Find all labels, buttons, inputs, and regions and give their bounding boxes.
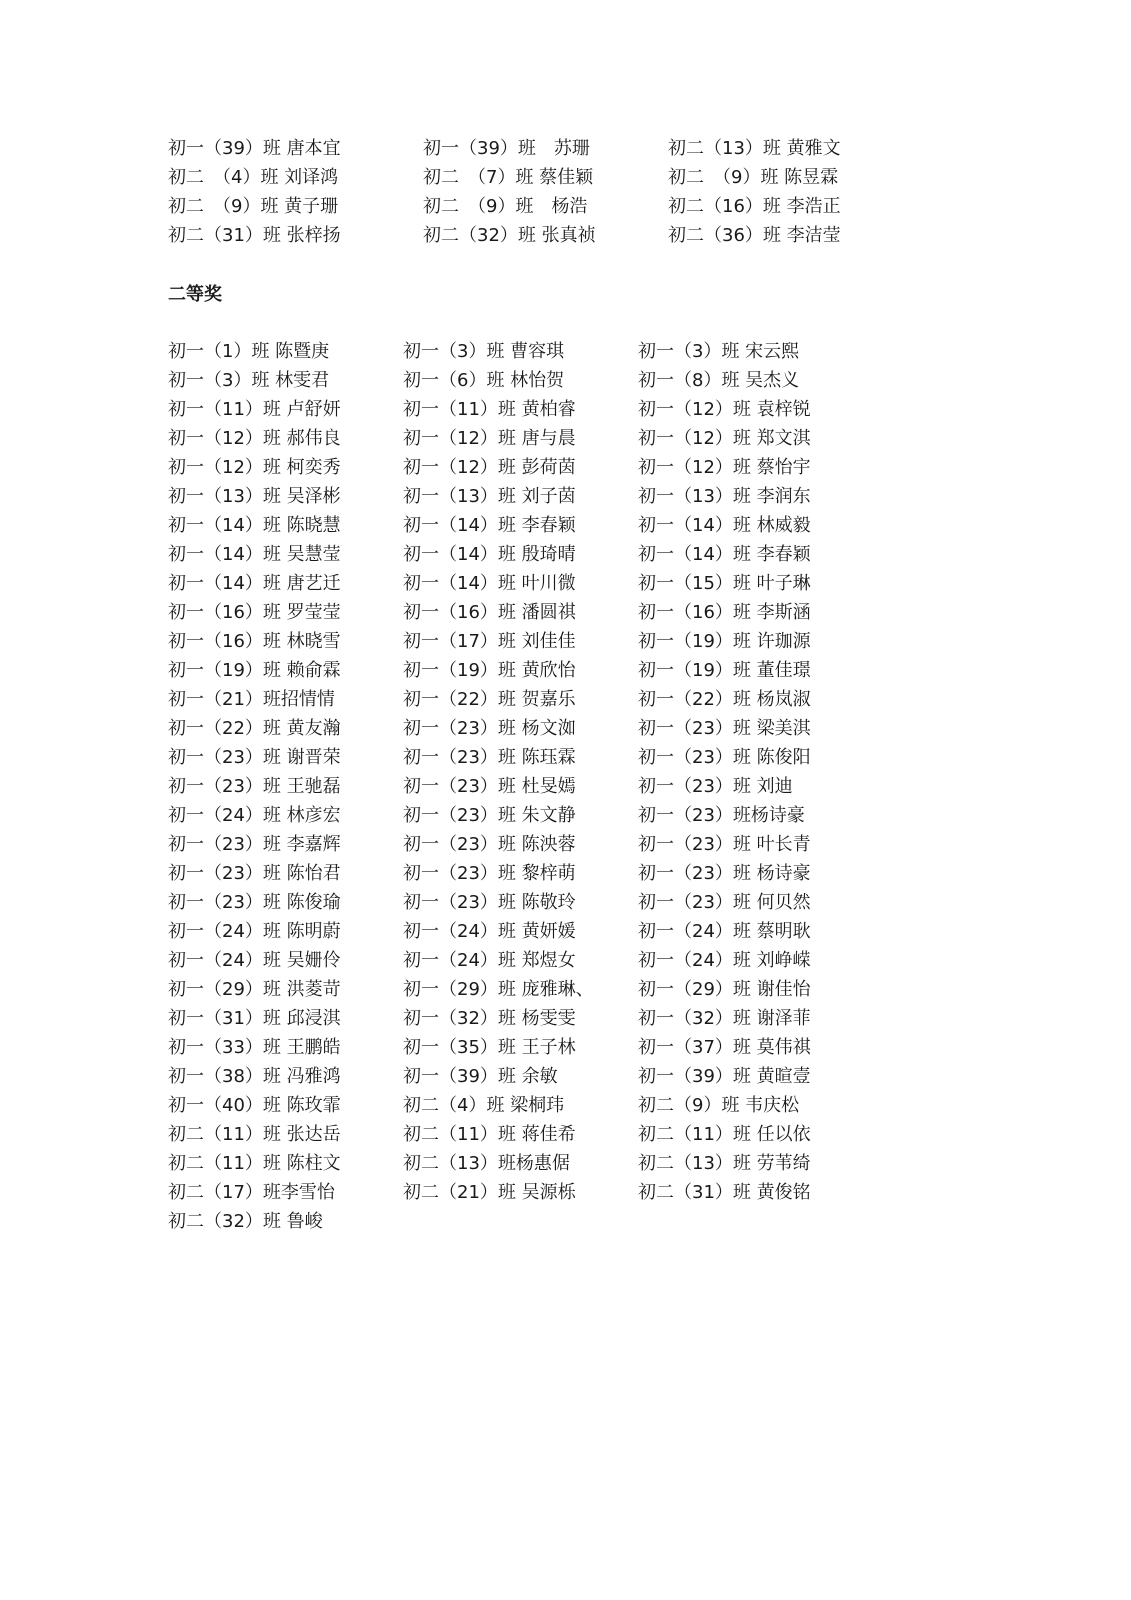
award-entry: 初一（12）班 唐与晨 <box>403 428 576 449</box>
award-entry: 初一（23）班 杜旻嫣 <box>403 776 576 797</box>
award-entry: 初二 （4）班 刘译鸿 <box>168 167 339 188</box>
award-entry: 初二（11）班 蒋佳希 <box>403 1124 576 1145</box>
award-entry: 初一（8）班 吴杰义 <box>638 370 800 391</box>
award-entry: 初一（14）班 殷琦晴 <box>403 544 576 565</box>
award-entry: 初一（19）班 黄欣怡 <box>403 660 576 681</box>
award-entry: 初一（19）班 许珈源 <box>638 631 811 652</box>
award-entry: 初一（16）班 潘圆祺 <box>403 602 576 623</box>
award-entry: 初一（23）班 杨诗豪 <box>638 863 811 884</box>
award-entry: 初一（14）班 李春颖 <box>638 544 811 565</box>
award-entry: 初一（19）班 赖俞霖 <box>168 660 341 681</box>
award-entry: 初一（24）班 吴姗伶 <box>168 950 341 971</box>
award-entry: 初一（19）班 董佳璟 <box>638 660 811 681</box>
award-entry: 初二（31）班 张梓扬 <box>168 225 341 246</box>
award-entry: 初一（3）班 曹容琪 <box>403 341 565 362</box>
award-entry: 初一（23）班 梁美淇 <box>638 718 811 739</box>
award-entry: 初一（17）班 刘佳佳 <box>403 631 576 652</box>
award-entry: 初一（21）班招情情 <box>168 689 335 710</box>
award-entry: 初一（1）班 陈暨庚 <box>168 341 330 362</box>
award-entry: 初一（29）班 庞雅琳、 <box>403 979 594 1000</box>
award-entry: 初一（24）班 郑煜女 <box>403 950 576 971</box>
award-entry: 初一（16）班 林晓雪 <box>168 631 341 652</box>
award-entry: 初一（13）班 吴泽彬 <box>168 486 341 507</box>
award-entry: 初二（4）班 梁桐玮 <box>403 1095 565 1116</box>
award-entry: 初一（11）班 黄柏睿 <box>403 399 576 420</box>
award-entry: 初一（24）班 刘峥嵘 <box>638 950 811 971</box>
award-entry: 初二 （9）班 陈昱霖 <box>668 167 839 188</box>
award-entry: 初一（23）班 王驰磊 <box>168 776 341 797</box>
award-entry: 初一（23）班 朱文静 <box>403 805 576 826</box>
award-entry: 初一（22）班 杨岚淑 <box>638 689 811 710</box>
award-entry: 初二（16）班 李浩正 <box>668 196 841 217</box>
award-entry: 初一（13）班 刘子茵 <box>403 486 576 507</box>
award-entry: 初一（32）班 杨雯雯 <box>403 1008 576 1029</box>
award-entry: 初一（38）班 冯雅鸿 <box>168 1066 341 1087</box>
first-prize-continued-list <box>168 134 898 250</box>
award-entry: 初二 （9）班 黄子珊 <box>168 196 339 217</box>
award-entry: 初一（11）班 卢舒妍 <box>168 399 341 420</box>
award-entry: 初一（14）班 李春颖 <box>403 515 576 536</box>
award-entry: 初一（23）班 陈俊瑜 <box>168 892 341 913</box>
award-entry: 初一（29）班 洪菱苛 <box>168 979 341 1000</box>
award-entry: 初一（24）班 蔡明耿 <box>638 921 811 942</box>
award-entry: 初二（32）班 鲁峻 <box>168 1211 323 1232</box>
award-entry: 初二（17）班李雪怡 <box>168 1182 335 1203</box>
award-entry: 初一（3）班 林雯君 <box>168 370 330 391</box>
award-entry: 初一（24）班 黄妍媛 <box>403 921 576 942</box>
award-entry: 初一（31）班 邱浸淇 <box>168 1008 341 1029</box>
award-entry: 初一（14）班 陈晓慧 <box>168 515 341 536</box>
award-entry: 初一（23）班杨诗豪 <box>638 805 805 826</box>
award-entry: 初二（9）班 韦庆松 <box>638 1095 800 1116</box>
award-entry: 初一（12）班 柯奕秀 <box>168 457 341 478</box>
award-entry: 初一（39）班 黄暄壹 <box>638 1066 811 1087</box>
award-entry: 初一（13）班 李润东 <box>638 486 811 507</box>
award-entry: 初二（36）班 李洁莹 <box>668 225 841 246</box>
award-entry: 初一（23）班 黎梓萌 <box>403 863 576 884</box>
award-entry: 初一（22）班 黄友瀚 <box>168 718 341 739</box>
award-entry: 初一（24）班 林彦宏 <box>168 805 341 826</box>
award-entry: 初一（23）班 陈敬玲 <box>403 892 576 913</box>
award-entry: 初二 （7）班 蔡佳颖 <box>423 167 594 188</box>
award-entry: 初一（23）班 陈珏霖 <box>403 747 576 768</box>
award-entry: 初一（14）班 吴慧莹 <box>168 544 341 565</box>
second-prize-list <box>168 337 868 1236</box>
award-entry: 初一（3）班 宋云熙 <box>638 341 800 362</box>
award-entry: 初一（16）班 李斯涵 <box>638 602 811 623</box>
award-entry: 初一（23）班 谢晋荣 <box>168 747 341 768</box>
award-entry: 初一（12）班 郝伟良 <box>168 428 341 449</box>
award-entry: 初一（35）班 王子林 <box>403 1037 576 1058</box>
award-entry: 初一（23）班 杨文洳 <box>403 718 576 739</box>
award-entry: 初二（11）班 陈柱文 <box>168 1153 341 1174</box>
award-entry: 初二（11）班 任以依 <box>638 1124 811 1145</box>
award-entry: 初一（12）班 袁梓锐 <box>638 399 811 420</box>
award-entry: 初一（12）班 蔡怡宇 <box>638 457 811 478</box>
award-entry: 初一（16）班 罗莹莹 <box>168 602 341 623</box>
award-entry: 初一（39）班 苏珊 <box>423 138 590 159</box>
award-entry: 初一（23）班 陈泱蓉 <box>403 834 576 855</box>
award-entry: 初二（31）班 黄俊铭 <box>638 1182 811 1203</box>
award-entry: 初一（40）班 陈玫霏 <box>168 1095 341 1116</box>
award-entry: 初二（11）班 张达岳 <box>168 1124 341 1145</box>
award-entry: 初一（23）班 刘迪 <box>638 776 793 797</box>
award-entry: 初二 （9）班 杨浩 <box>423 196 588 217</box>
award-entry: 初二（13）班 劳苇绮 <box>638 1153 811 1174</box>
award-entry: 初二（21）班 吴源栎 <box>403 1182 576 1203</box>
award-entry: 初一（12）班 彭荷茵 <box>403 457 576 478</box>
award-entry: 初一（29）班 谢佳怡 <box>638 979 811 1000</box>
award-entry: 初一（23）班 陈怡君 <box>168 863 341 884</box>
award-entry: 初一（39）班 余敏 <box>403 1066 558 1087</box>
award-entry: 初一（32）班 谢泽菲 <box>638 1008 811 1029</box>
award-entry: 初一（15）班 叶子琳 <box>638 573 811 594</box>
award-entry: 初一（23）班 李嘉辉 <box>168 834 341 855</box>
award-entry: 初一（23）班 何贝然 <box>638 892 811 913</box>
award-entry: 初一（24）班 陈明蔚 <box>168 921 341 942</box>
award-entry: 初一（23）班 陈俊阳 <box>638 747 811 768</box>
award-entry: 初一（14）班 唐艺迁 <box>168 573 341 594</box>
award-entry: 初一（33）班 王鹏皓 <box>168 1037 341 1058</box>
award-entry: 初一（14）班 林威毅 <box>638 515 811 536</box>
award-entry: 初二（13）班 黄雅文 <box>668 138 841 159</box>
award-entry: 初一（39）班 唐本宜 <box>168 138 341 159</box>
award-entry: 初一（12）班 郑文淇 <box>638 428 811 449</box>
second-prize-heading: 二等奖 <box>168 284 222 305</box>
award-entry: 初二（13）班杨惠倨 <box>403 1153 570 1174</box>
award-entry: 初一（6）班 林怡贺 <box>403 370 565 391</box>
award-entry: 初一（14）班 叶川微 <box>403 573 576 594</box>
award-entry: 初一（22）班 贺嘉乐 <box>403 689 576 710</box>
award-entry: 初一（37）班 莫伟祺 <box>638 1037 811 1058</box>
award-entry: 初一（23）班 叶长青 <box>638 834 811 855</box>
award-entry: 初二（32）班 张真祯 <box>423 225 596 246</box>
